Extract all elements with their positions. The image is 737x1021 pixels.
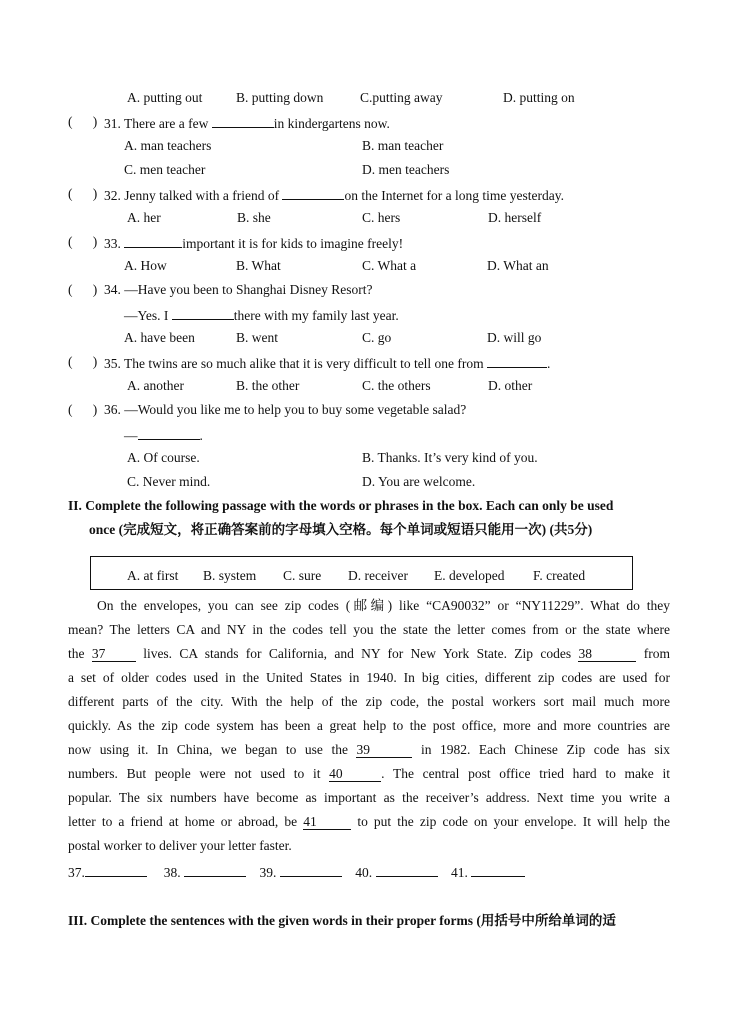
question-text: 35. The twins are so much alike that it is very difficult to tell one from xyxy=(104,356,484,371)
question-31 xyxy=(104,113,390,133)
question-text: in kindergartens now. xyxy=(273,116,390,131)
passage-text: now using it. In China, we began to use the xyxy=(68,742,348,757)
question-34-reply xyxy=(124,305,399,325)
option-b: B. Thanks. It’s very kind of you. xyxy=(362,450,538,465)
passage-text: from xyxy=(643,646,671,661)
passage-text: in 1982. Each Chinese Zip code has six xyxy=(421,742,670,757)
option-a: A. have been xyxy=(124,330,195,345)
answer-blank[interactable] xyxy=(282,185,344,200)
answer-paren[interactable]: ( ) xyxy=(68,114,98,129)
answer-blank[interactable] xyxy=(172,305,234,320)
blank-39[interactable]: 39 xyxy=(356,742,412,758)
answer-label: 39. xyxy=(259,865,277,880)
option-b: B. putting down xyxy=(236,90,324,105)
blank-38[interactable]: 38 xyxy=(578,646,636,662)
option-c: C. What a xyxy=(362,258,417,273)
option-c: C. Never mind. xyxy=(127,474,211,489)
option-b: B. man teacher xyxy=(362,138,444,153)
question-text: 32. Jenny talked with a friend of xyxy=(104,188,280,203)
answer-paren[interactable]: ( ) xyxy=(68,234,98,249)
option-d: D. men teachers xyxy=(362,162,450,177)
word-option: C. sure xyxy=(283,568,322,583)
section-heading: II. Complete the following passage with the words or phrases in the box. Each can only be used xyxy=(68,498,614,513)
word-option: B. system xyxy=(203,568,257,583)
option-a: A. Of course. xyxy=(127,450,200,465)
passage-line: quickly. As the zip code system has been a great help to the post office, more and more countries are xyxy=(68,718,670,733)
option-b: B. the other xyxy=(236,378,300,393)
word-option: E. developed xyxy=(434,568,505,583)
option-b: B. What xyxy=(236,258,281,273)
option-d: D. You are welcome. xyxy=(362,474,476,489)
section-heading: III. Complete the sentences with the given words in their proper forms (用括号中所给单词的适 xyxy=(68,913,616,928)
answer-blank-39[interactable] xyxy=(280,862,342,877)
passage-line: postal worker to deliver your letter faster. xyxy=(68,838,292,853)
passage-line xyxy=(68,810,670,834)
option-b: B. she xyxy=(237,210,271,225)
answer-blank[interactable] xyxy=(212,113,274,128)
answer-paren[interactable]: ( ) xyxy=(68,402,98,417)
question-text: there with my family last year. xyxy=(233,308,399,323)
passage-line: popular. The six numbers have become as important as the receiver’s address. Next time you write a xyxy=(68,790,670,805)
question-text: . xyxy=(547,356,551,371)
answer-blank[interactable] xyxy=(124,233,182,248)
option-a: A. man teachers xyxy=(124,138,212,153)
answer-paren[interactable]: ( ) xyxy=(68,186,98,201)
answer-label: 41. xyxy=(451,865,468,880)
option-a: A. How xyxy=(124,258,167,273)
question-text: —Yes. I xyxy=(124,308,169,323)
passage-text: lives. CA stands for California, and NY for New York State. Zip codes xyxy=(143,646,572,661)
option-d: D. What an xyxy=(487,258,549,273)
passage-line: On the envelopes, you can see zip codes (邮编) like “CA90032” or “NY11229”. What do they xyxy=(97,598,670,613)
option-a: A. another xyxy=(127,378,184,393)
question-33 xyxy=(104,233,403,253)
answer-line xyxy=(68,862,525,882)
passage-text: to put the zip code on your envelope. It will help the xyxy=(357,814,671,829)
option-a: A. her xyxy=(127,210,161,225)
passage-line: mean? The letters CA and NY in the codes tell you the state the letter comes from or the state where xyxy=(68,622,670,637)
answer-label: 38. xyxy=(163,865,181,880)
answer-label: 40. xyxy=(355,865,373,880)
option-a: A. putting out xyxy=(127,90,203,105)
option-b: B. went xyxy=(236,330,278,345)
passage xyxy=(68,594,670,858)
blank-41[interactable]: 41 xyxy=(303,814,351,830)
answer-paren[interactable]: ( ) xyxy=(68,282,98,297)
answer-blank-40[interactable] xyxy=(376,862,438,877)
question-36: 36. —Would you like me to help you to buy some vegetable salad? xyxy=(104,402,467,417)
question-text: — xyxy=(124,428,138,443)
passage-line: different parts of the city. With the help of the zip code, the postal workers sort mail much more xyxy=(68,694,670,709)
option-d: D. herself xyxy=(488,210,542,225)
option-c: C.putting away xyxy=(360,90,443,105)
option-c: C. hers xyxy=(362,210,401,225)
question-text: 33. xyxy=(104,236,121,251)
word-option: F. created xyxy=(533,568,586,583)
passage-line: a set of older codes used in the United States in 1940. In big cities, different zip codes are used for xyxy=(68,670,670,685)
option-d: D. putting on xyxy=(503,90,575,105)
word-option: A. at first xyxy=(127,568,179,583)
option-d: D. will go xyxy=(487,330,542,345)
answer-blank-41[interactable] xyxy=(471,862,525,877)
question-36-reply xyxy=(124,425,203,445)
question-32 xyxy=(104,185,564,205)
passage-text: letter to a friend at home or abroad, be xyxy=(68,814,298,829)
question-text: 31. There are a few xyxy=(104,116,209,131)
passage-line xyxy=(68,738,670,762)
answer-paren[interactable]: ( ) xyxy=(68,354,98,369)
blank-37[interactable]: 37 xyxy=(92,646,136,662)
answer-blank-38[interactable] xyxy=(184,862,246,877)
option-c: C. men teacher xyxy=(124,162,206,177)
answer-label: 37. xyxy=(68,865,85,880)
passage-line xyxy=(68,762,670,786)
passage-text: the xyxy=(68,646,85,661)
option-c: C. the others xyxy=(362,378,431,393)
passage-text: numbers. But people were not used to it xyxy=(68,766,321,781)
option-d: D. other xyxy=(488,378,533,393)
question-text: . xyxy=(199,428,203,443)
question-text: on the Internet for a long time yesterday. xyxy=(344,188,564,203)
answer-blank-37[interactable] xyxy=(85,862,147,877)
section-heading-continued: once (完成短文，将正确答案前的字母填入空格。每个单词或短语只能用一次) (共5分) xyxy=(89,522,593,537)
passage-line xyxy=(68,642,670,666)
passage-text: . The central post office tried hard to make it xyxy=(381,766,670,781)
question-text: important it is for kids to imagine freely! xyxy=(182,236,404,251)
option-c: C. go xyxy=(362,330,392,345)
answer-blank[interactable] xyxy=(487,353,547,368)
question-35 xyxy=(104,353,550,373)
word-box xyxy=(90,556,633,590)
question-34: 34. —Have you been to Shanghai Disney Resort? xyxy=(104,282,373,297)
word-option: D. receiver xyxy=(348,568,408,583)
blank-40[interactable]: 40 xyxy=(329,766,381,782)
answer-blank[interactable] xyxy=(138,425,200,440)
